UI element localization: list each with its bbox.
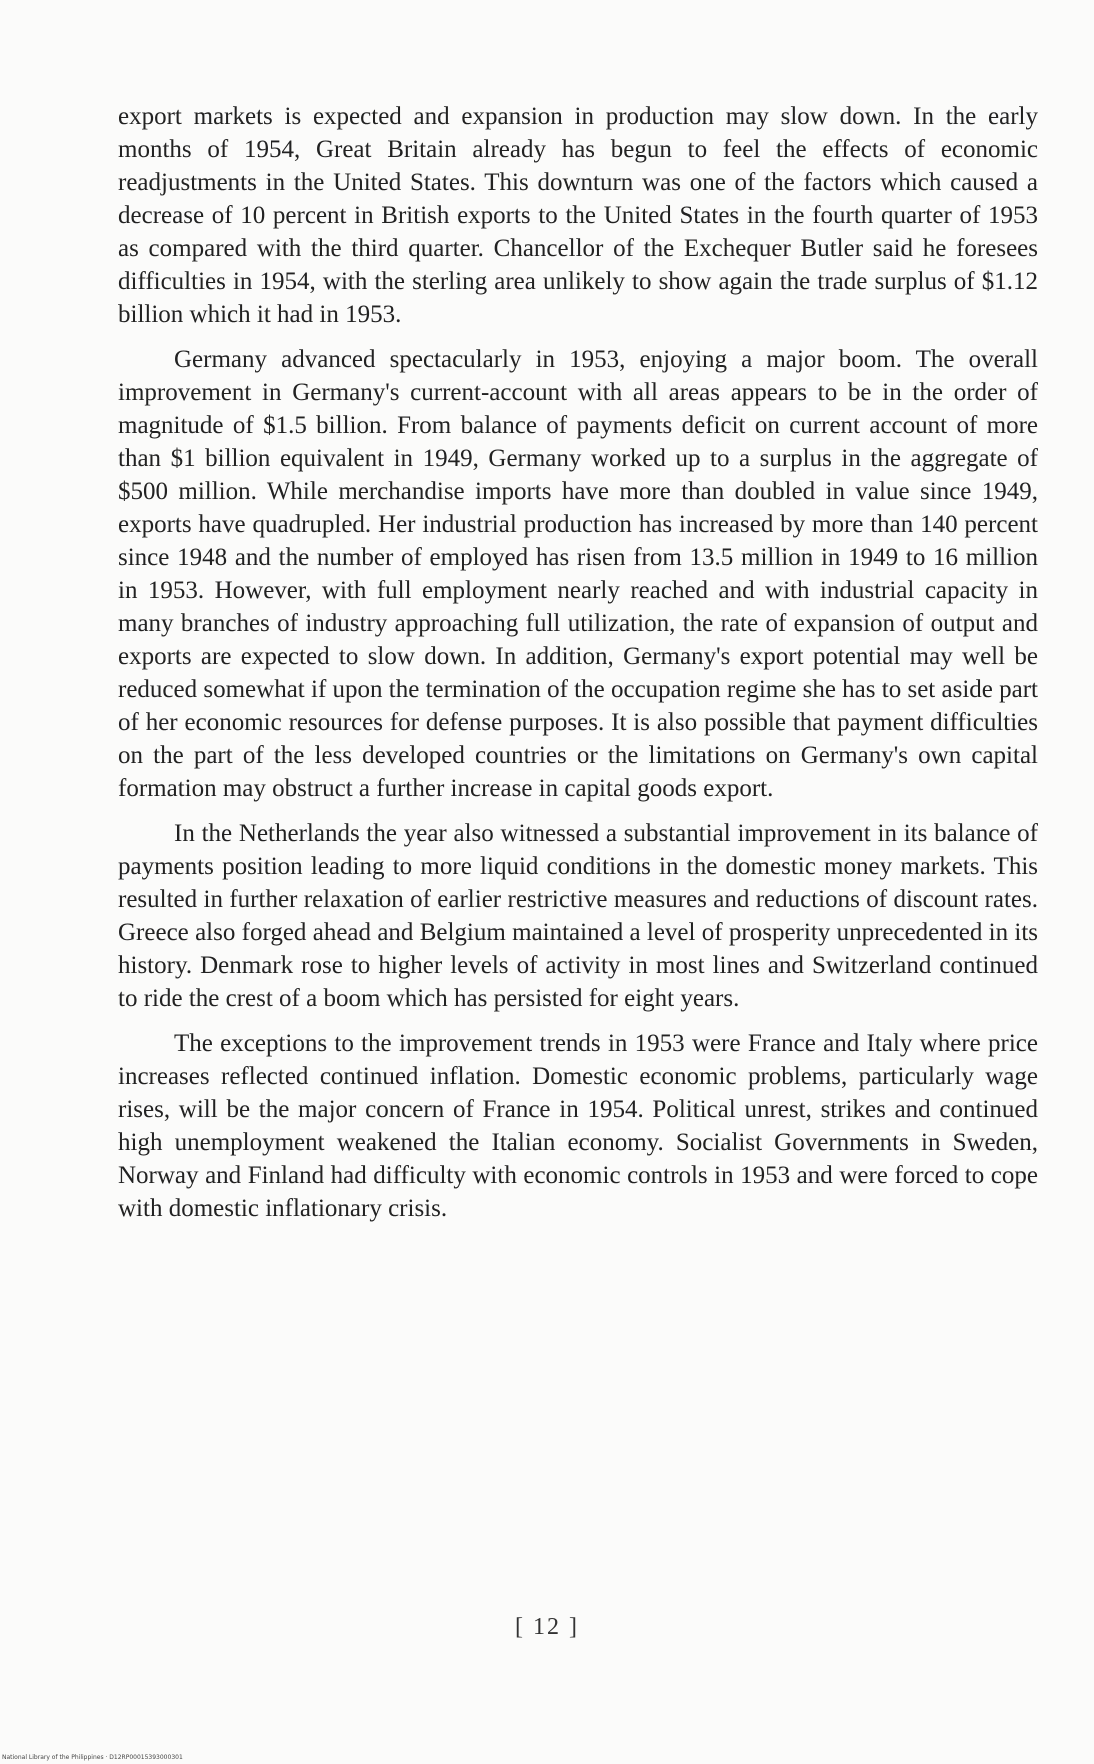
body-text [118,100,1038,1237]
page-number: [ 12 ] [515,1614,579,1640]
paragraph-3: In the Netherlands the year also witnessed a substantial improvement in its balance of payments position leading to more liquid conditions in the domestic money markets. This resulted in further relaxation of earlier restrictive measures and reductions of discount rates. Greece also forged ahead and Belgium maintained a level of prosperity unprecedented in its history. Denmark rose to higher levels of activity in most lines and Switzerland continued to ride the crest of a boom which has persisted for eight years. [118,820,1038,1012]
paragraph-4: The exceptions to the improvement trends in 1953 were France and Italy where price increases reflected continued inflation. Domestic economic problems, particularly wage rises, will be the major concern of France in 1954. Political unrest, strikes and continued high unemployment weakened the Italian economy. Socialist Governments in Sweden, Norway and Finland had difficulty with economic controls in 1953 and were forced to cope with domestic inflationary crisis. [118,1030,1038,1222]
paragraph-1: export markets is expected and expansion in production may slow down. In the early months of 1954, Great Britain already has begun to feel the effects of economic readjustments in the United States. This downturn was one of the factors which caused a decrease of 10 percent in British exports to the United States in the fourth quarter of 1953 as compared with the third quarter. Chancellor of the Exchequer Butler said he foresees difficulties in 1954, with the sterling area unlikely to show again the trade surplus of $1.12 billion which it had in 1953. [118,103,1038,328]
paragraph-2: Germany advanced spectacularly in 1953, enjoying a major boom. The overall improvement in Germany's current-account with all areas appears to be in the order of magnitude of $1.5 billion. From balance of payments deficit on current account of more than $1 billion equivalent in 1949, Germany worked up to a surplus in the aggregate of $500 million. While merchandise imports have more than doubled in value since 1949, exports have quadrupled. Her industrial production has increased by more than 140 percent since 1948 and the number of employed has risen from 13.5 million in 1949 to 16 million in 1953. However, with full employment nearly reached and with industrial capacity in many branches of industry approaching full utilization, the rate of expansion of output and exports are expected to slow down. In addition, Germany's export potential may well be reduced somewhat if upon the termination of the occupation regime she has to set aside part of her economic resources for defense purposes. It is also possible that payment difficulties on the part of the less developed countries or the limitations on Germany's own capital formation may obstruct a further increase in capital goods export. [118,346,1038,802]
footer-source-label: National Library of the Philippines · D12RP00015393000301 [2,1754,183,1761]
